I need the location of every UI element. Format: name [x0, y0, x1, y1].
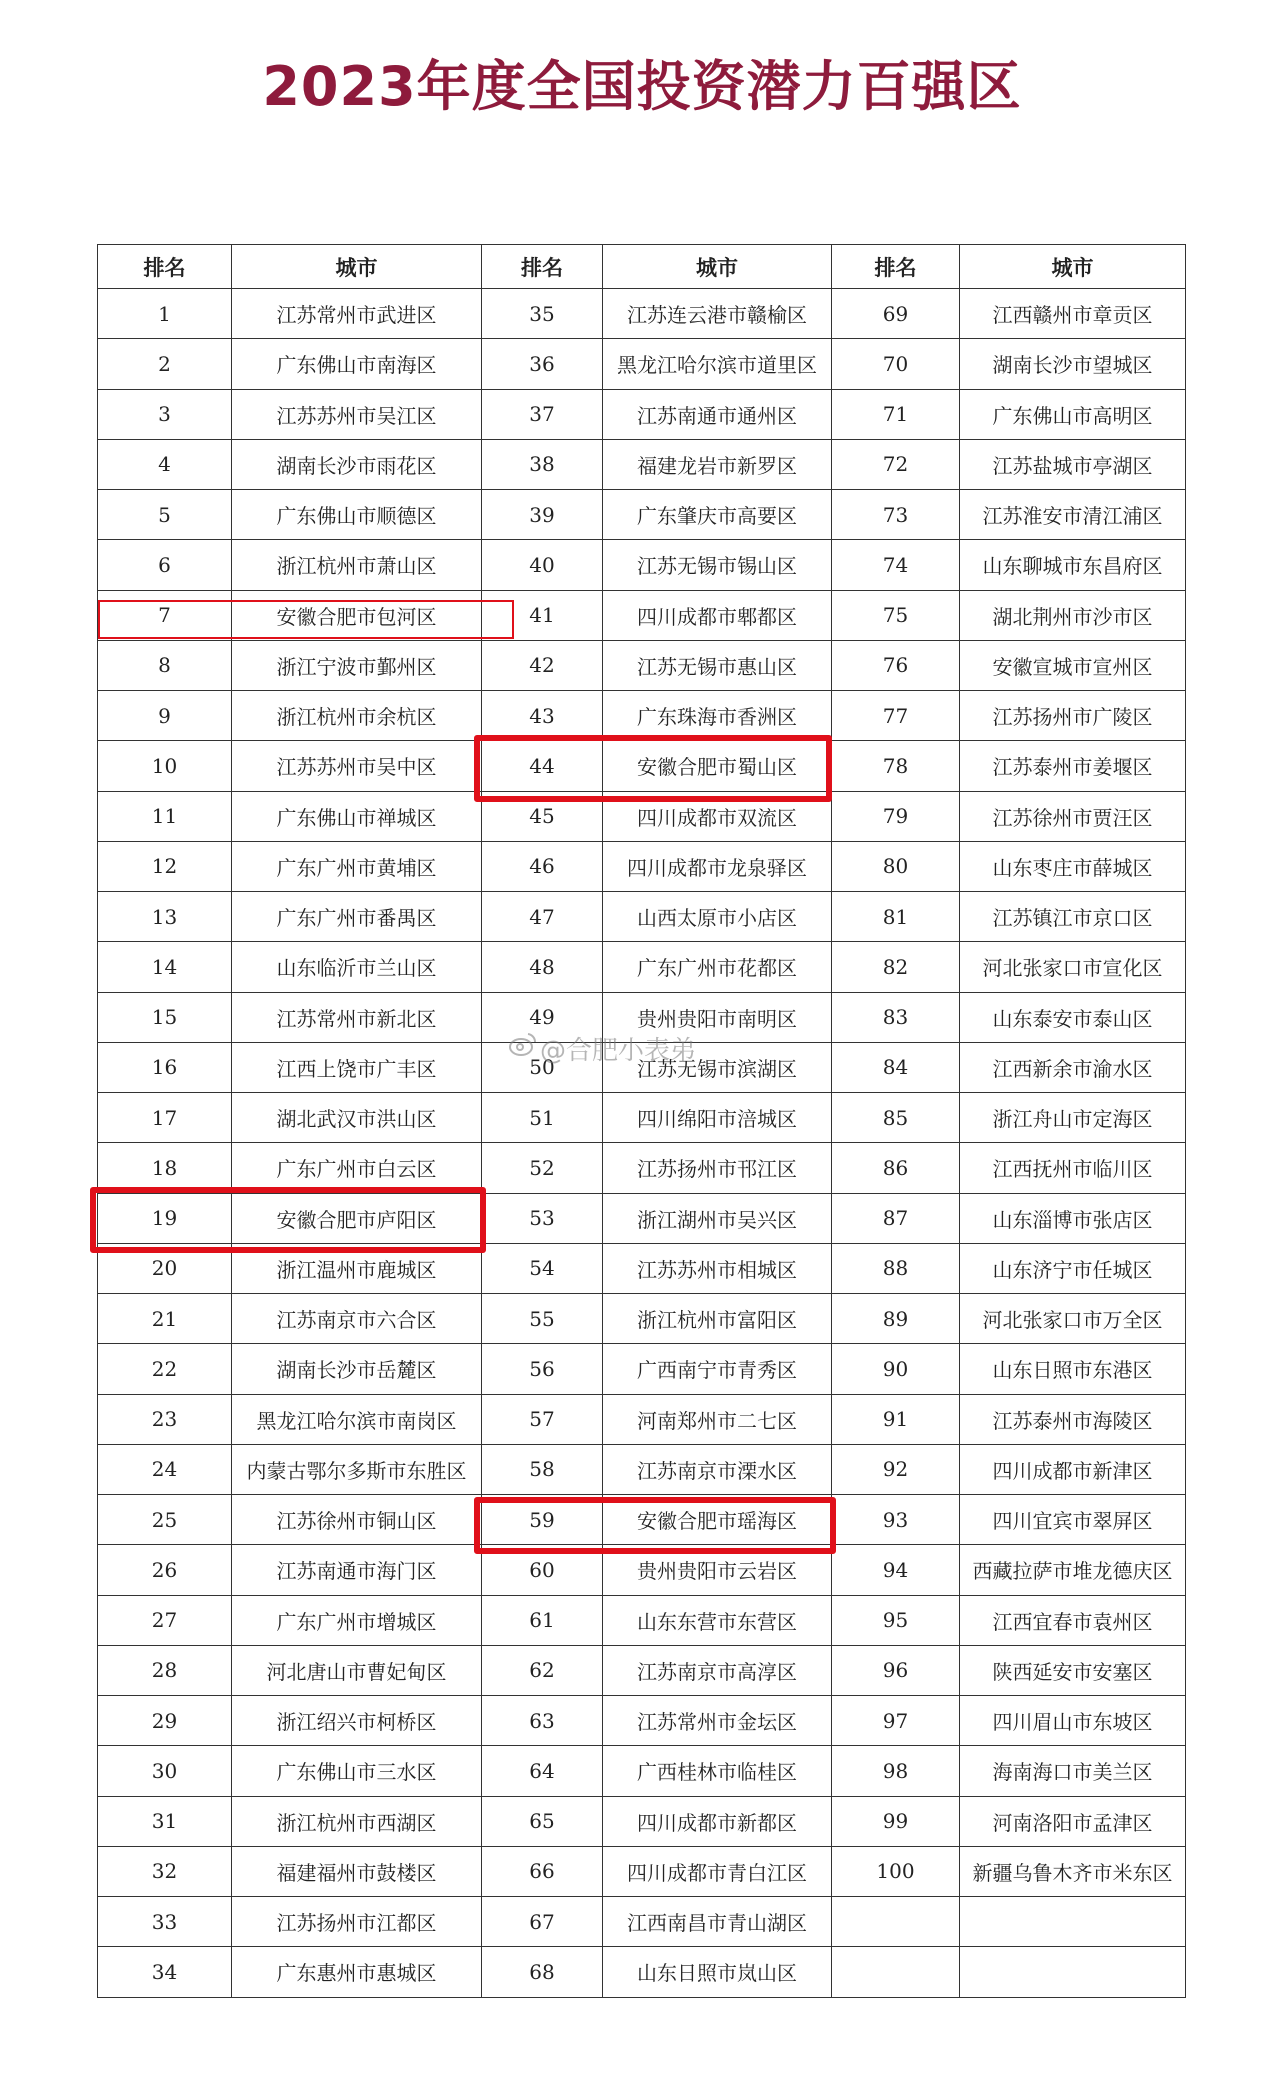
city-cell: 安徽合肥市瑶海区: [603, 1495, 832, 1545]
header-city-2: 城市: [603, 245, 832, 289]
city-cell: 河北张家口市宣化区: [960, 942, 1186, 992]
rank-cell: 63: [482, 1696, 603, 1746]
rank-cell: 55: [482, 1294, 603, 1344]
city-cell: 江苏无锡市惠山区: [603, 640, 832, 690]
city-cell: 江西宜春市袁州区: [960, 1595, 1186, 1645]
rank-cell: 84: [832, 1042, 960, 1092]
city-cell: 江苏无锡市锡山区: [603, 540, 832, 590]
city-cell: 江苏南通市海门区: [232, 1545, 482, 1595]
city-cell: 江西新余市渝水区: [960, 1042, 1186, 1092]
rank-cell: 60: [482, 1545, 603, 1595]
rank-cell: 10: [98, 741, 232, 791]
table-row: [98, 1344, 1186, 1394]
city-cell: 四川成都市双流区: [603, 791, 832, 841]
table-row: [98, 841, 1186, 891]
header-rank-3: 排名: [832, 245, 960, 289]
city-cell: 安徽宣城市宣州区: [960, 640, 1186, 690]
table-row: [98, 1394, 1186, 1444]
city-cell: 江西抚州市临川区: [960, 1143, 1186, 1193]
rank-cell: 50: [482, 1042, 603, 1092]
rank-cell: 13: [98, 892, 232, 942]
rank-cell: 38: [482, 439, 603, 489]
rank-cell: 58: [482, 1444, 603, 1494]
city-cell: 江苏常州市金坛区: [603, 1696, 832, 1746]
rank-cell: 35: [482, 289, 603, 339]
city-cell: 江西南昌市青山湖区: [603, 1897, 832, 1947]
rank-cell: 96: [832, 1645, 960, 1695]
rank-cell: 90: [832, 1344, 960, 1394]
city-cell: 浙江杭州市余杭区: [232, 691, 482, 741]
city-cell: 山东临沂市兰山区: [232, 942, 482, 992]
city-cell: 浙江杭州市萧山区: [232, 540, 482, 590]
rank-cell: 81: [832, 892, 960, 942]
rank-cell: 86: [832, 1143, 960, 1193]
rank-cell: 16: [98, 1042, 232, 1092]
city-cell: 河北张家口市万全区: [960, 1294, 1186, 1344]
rank-cell: 80: [832, 841, 960, 891]
city-cell: 江苏淮安市清江浦区: [960, 490, 1186, 540]
city-cell: 山东枣庄市薛城区: [960, 841, 1186, 891]
rank-cell: 95: [832, 1595, 960, 1645]
city-cell: 河南郑州市二七区: [603, 1394, 832, 1444]
table-row: [98, 1897, 1186, 1947]
rank-cell: 47: [482, 892, 603, 942]
rank-cell: 1: [98, 289, 232, 339]
rank-cell: 20: [98, 1243, 232, 1293]
rank-cell: 26: [98, 1545, 232, 1595]
table-row: [98, 289, 1186, 339]
rank-cell: 7: [98, 590, 232, 640]
rank-cell: 75: [832, 590, 960, 640]
city-cell: 福建龙岩市新罗区: [603, 439, 832, 489]
city-cell: 四川宜宾市翠屏区: [960, 1495, 1186, 1545]
table-row: [98, 540, 1186, 590]
table-row: [98, 1444, 1186, 1494]
watermark-text: @合肥小表弟: [540, 1036, 697, 1066]
city-cell: 浙江杭州市富阳区: [603, 1294, 832, 1344]
city-cell: 贵州贵阳市云岩区: [603, 1545, 832, 1595]
rank-cell: 23: [98, 1394, 232, 1444]
city-cell: 四川绵阳市涪城区: [603, 1093, 832, 1143]
rank-cell: 37: [482, 389, 603, 439]
city-cell: 江苏常州市新北区: [232, 992, 482, 1042]
highlight-box-rank-59: [474, 1497, 836, 1554]
city-cell: [960, 1897, 1186, 1947]
table-row: [98, 1947, 1186, 1997]
highlight-box-rank-44: [474, 735, 832, 802]
rank-cell: 39: [482, 490, 603, 540]
rank-cell: 28: [98, 1645, 232, 1695]
rank-cell: 65: [482, 1796, 603, 1846]
city-cell: 安徽合肥市包河区: [232, 590, 482, 640]
city-cell: 江苏南京市高淳区: [603, 1645, 832, 1695]
city-cell: 江苏徐州市贾汪区: [960, 791, 1186, 841]
rank-cell: 67: [482, 1897, 603, 1947]
city-cell: 广东广州市增城区: [232, 1595, 482, 1645]
rank-cell: 2: [98, 339, 232, 389]
city-cell: 广东广州市番禺区: [232, 892, 482, 942]
header-city-1: 城市: [232, 245, 482, 289]
weibo-icon: [508, 1029, 538, 1059]
city-cell: 广东肇庆市高要区: [603, 490, 832, 540]
highlight-box-rank-19: [90, 1187, 486, 1253]
rank-cell: 41: [482, 590, 603, 640]
table-row: [98, 1746, 1186, 1796]
city-cell: 西藏拉萨市堆龙德庆区: [960, 1545, 1186, 1595]
table-header-row: [98, 245, 1186, 289]
rank-cell: 51: [482, 1093, 603, 1143]
rank-cell: 77: [832, 691, 960, 741]
rank-cell: 36: [482, 339, 603, 389]
city-cell: 广东珠海市香洲区: [603, 691, 832, 741]
table-row: [98, 640, 1186, 690]
city-cell: 山东日照市东港区: [960, 1344, 1186, 1394]
city-cell: 四川成都市新津区: [960, 1444, 1186, 1494]
city-cell: 山东泰安市泰山区: [960, 992, 1186, 1042]
rank-cell: 8: [98, 640, 232, 690]
city-cell: 湖北荆州市沙市区: [960, 590, 1186, 640]
table-row: [98, 1696, 1186, 1746]
city-cell: 江苏苏州市吴江区: [232, 389, 482, 439]
rank-cell: 93: [832, 1495, 960, 1545]
city-cell: 福建福州市鼓楼区: [232, 1846, 482, 1896]
city-cell: 广东广州市黄埔区: [232, 841, 482, 891]
rank-cell: 87: [832, 1193, 960, 1243]
city-cell: 广东广州市白云区: [232, 1143, 482, 1193]
rank-cell: 27: [98, 1595, 232, 1645]
rank-cell: 29: [98, 1696, 232, 1746]
rank-cell: 34: [98, 1947, 232, 1997]
city-cell: 湖北武汉市洪山区: [232, 1093, 482, 1143]
city-cell: 广西南宁市青秀区: [603, 1344, 832, 1394]
rank-cell: 45: [482, 791, 603, 841]
header-rank-1: 排名: [98, 245, 232, 289]
rank-cell: 15: [98, 992, 232, 1042]
rank-cell: 79: [832, 791, 960, 841]
rank-cell: 83: [832, 992, 960, 1042]
city-cell: 广东佛山市南海区: [232, 339, 482, 389]
rank-cell: 59: [482, 1495, 603, 1545]
highlight-box-rank-7: [98, 600, 514, 639]
city-cell: 江西赣州市章贡区: [960, 289, 1186, 339]
city-cell: 海南海口市美兰区: [960, 1746, 1186, 1796]
rank-cell: 40: [482, 540, 603, 590]
city-cell: 安徽合肥市蜀山区: [603, 741, 832, 791]
rank-cell: 54: [482, 1243, 603, 1293]
rank-cell: 82: [832, 942, 960, 992]
city-cell: 江苏扬州市邗江区: [603, 1143, 832, 1193]
city-cell: 江苏徐州市铜山区: [232, 1495, 482, 1545]
city-cell: 山西太原市小店区: [603, 892, 832, 942]
rank-cell: 4: [98, 439, 232, 489]
city-cell: 广东惠州市惠城区: [232, 1947, 482, 1997]
city-cell: 湖南长沙市望城区: [960, 339, 1186, 389]
city-cell: 四川眉山市东坡区: [960, 1696, 1186, 1746]
rank-cell: 72: [832, 439, 960, 489]
city-cell: 江苏泰州市海陵区: [960, 1394, 1186, 1444]
city-cell: 江苏扬州市广陵区: [960, 691, 1186, 741]
rank-cell: 14: [98, 942, 232, 992]
rank-cell: 85: [832, 1093, 960, 1143]
city-cell: 黑龙江哈尔滨市道里区: [603, 339, 832, 389]
rank-cell: 97: [832, 1696, 960, 1746]
table-row: [98, 389, 1186, 439]
city-cell: 山东东营市东营区: [603, 1595, 832, 1645]
city-cell: 江苏连云港市赣榆区: [603, 289, 832, 339]
rank-cell: 42: [482, 640, 603, 690]
city-cell: 广东佛山市三水区: [232, 1746, 482, 1796]
rank-cell: 71: [832, 389, 960, 439]
rank-cell: 69: [832, 289, 960, 339]
table-row: [98, 892, 1186, 942]
city-cell: 山东淄博市张店区: [960, 1193, 1186, 1243]
rank-cell: 70: [832, 339, 960, 389]
page-title: 2023年度全国投资潜力百强区: [262, 55, 1022, 118]
rank-cell: 31: [98, 1796, 232, 1846]
city-cell: 浙江温州市鹿城区: [232, 1243, 482, 1293]
rank-cell: 17: [98, 1093, 232, 1143]
city-cell: 江苏南京市六合区: [232, 1294, 482, 1344]
city-cell: 山东聊城市东昌府区: [960, 540, 1186, 590]
rank-cell: 30: [98, 1746, 232, 1796]
table-row: [98, 1846, 1186, 1896]
city-cell: 江苏常州市武进区: [232, 289, 482, 339]
city-cell: 山东日照市岚山区: [603, 1947, 832, 1997]
city-cell: 山东济宁市任城区: [960, 1243, 1186, 1293]
city-cell: 江苏盐城市亭湖区: [960, 439, 1186, 489]
rank-cell: 89: [832, 1294, 960, 1344]
city-cell: 广东广州市花都区: [603, 942, 832, 992]
rank-cell: 46: [482, 841, 603, 891]
rank-cell: 11: [98, 791, 232, 841]
rank-cell: 9: [98, 691, 232, 741]
table-row: [98, 1143, 1186, 1193]
city-cell: 江西上饶市广丰区: [232, 1042, 482, 1092]
table-row: [98, 1595, 1186, 1645]
city-cell: 浙江宁波市鄞州区: [232, 640, 482, 690]
table-row: [98, 339, 1186, 389]
city-cell: 新疆乌鲁木齐市米东区: [960, 1846, 1186, 1896]
city-cell: 湖南长沙市岳麓区: [232, 1344, 482, 1394]
rank-cell: 57: [482, 1394, 603, 1444]
city-cell: 江苏无锡市滨湖区: [603, 1042, 832, 1092]
city-cell: 江苏扬州市江都区: [232, 1897, 482, 1947]
rank-cell: 94: [832, 1545, 960, 1595]
rank-cell: 99: [832, 1796, 960, 1846]
table-body: [98, 289, 1186, 1998]
rank-cell: 21: [98, 1294, 232, 1344]
table-row: [98, 1093, 1186, 1143]
table-row: [98, 1645, 1186, 1695]
rank-cell: 48: [482, 942, 603, 992]
header-rank-2: 排名: [482, 245, 603, 289]
city-cell: 黑龙江哈尔滨市南岗区: [232, 1394, 482, 1444]
rank-cell: 64: [482, 1746, 603, 1796]
rank-cell: 43: [482, 691, 603, 741]
city-cell: 陕西延安市安塞区: [960, 1645, 1186, 1695]
rank-cell: 61: [482, 1595, 603, 1645]
city-cell: 安徽合肥市庐阳区: [232, 1193, 482, 1243]
rank-cell: 18: [98, 1143, 232, 1193]
rank-cell: 68: [482, 1947, 603, 1997]
city-cell: 江苏南京市溧水区: [603, 1444, 832, 1494]
rank-cell: 19: [98, 1193, 232, 1243]
city-cell: 四川成都市新都区: [603, 1796, 832, 1846]
rank-cell: 3: [98, 389, 232, 439]
city-cell: 广东佛山市禅城区: [232, 791, 482, 841]
rank-cell: 91: [832, 1394, 960, 1444]
ranking-table: [97, 244, 1186, 1998]
rank-cell: 12: [98, 841, 232, 891]
city-cell: 江苏苏州市吴中区: [232, 741, 482, 791]
city-cell: 四川成都市龙泉驿区: [603, 841, 832, 891]
city-cell: 四川成都市郫都区: [603, 590, 832, 640]
city-cell: 广东佛山市高明区: [960, 389, 1186, 439]
rank-cell: 49: [482, 992, 603, 1042]
rank-cell: 25: [98, 1495, 232, 1545]
city-cell: 江苏泰州市姜堰区: [960, 741, 1186, 791]
rank-cell: 62: [482, 1645, 603, 1695]
city-cell: 湖南长沙市雨花区: [232, 439, 482, 489]
rank-cell: 52: [482, 1143, 603, 1193]
table-row: [98, 1796, 1186, 1846]
rank-cell: 92: [832, 1444, 960, 1494]
rank-cell: 100: [832, 1846, 960, 1896]
table-row: [98, 1294, 1186, 1344]
table-row: [98, 439, 1186, 489]
city-cell: [960, 1947, 1186, 1997]
rank-cell: 78: [832, 741, 960, 791]
header-city-3: 城市: [960, 245, 1186, 289]
city-cell: 四川成都市青白江区: [603, 1846, 832, 1896]
rank-cell: 76: [832, 640, 960, 690]
rank-cell: 6: [98, 540, 232, 590]
rank-cell: 22: [98, 1344, 232, 1394]
city-cell: 内蒙古鄂尔多斯市东胜区: [232, 1444, 482, 1494]
rank-cell: 56: [482, 1344, 603, 1394]
rank-cell: 24: [98, 1444, 232, 1494]
rank-cell: [832, 1947, 960, 1997]
rank-cell: 73: [832, 490, 960, 540]
rank-cell: 32: [98, 1846, 232, 1896]
table-row: [98, 490, 1186, 540]
rank-cell: 88: [832, 1243, 960, 1293]
city-cell: 浙江舟山市定海区: [960, 1093, 1186, 1143]
rank-cell: [832, 1897, 960, 1947]
city-cell: 江苏南通市通州区: [603, 389, 832, 439]
city-cell: 广东佛山市顺德区: [232, 490, 482, 540]
city-cell: 广西桂林市临桂区: [603, 1746, 832, 1796]
city-cell: 河北唐山市曹妃甸区: [232, 1645, 482, 1695]
city-cell: 江苏苏州市相城区: [603, 1243, 832, 1293]
city-cell: 浙江湖州市吴兴区: [603, 1193, 832, 1243]
table-row: [98, 942, 1186, 992]
rank-cell: 66: [482, 1846, 603, 1896]
rank-cell: 44: [482, 741, 603, 791]
rank-cell: 5: [98, 490, 232, 540]
rank-cell: 74: [832, 540, 960, 590]
city-cell: 河南洛阳市孟津区: [960, 1796, 1186, 1846]
city-cell: 江苏镇江市京口区: [960, 892, 1186, 942]
table-row: [98, 691, 1186, 741]
rank-cell: 53: [482, 1193, 603, 1243]
rank-cell: 98: [832, 1746, 960, 1796]
city-cell: 贵州贵阳市南明区: [603, 992, 832, 1042]
rank-cell: 33: [98, 1897, 232, 1947]
city-cell: 浙江绍兴市柯桥区: [232, 1696, 482, 1746]
city-cell: 浙江杭州市西湖区: [232, 1796, 482, 1846]
